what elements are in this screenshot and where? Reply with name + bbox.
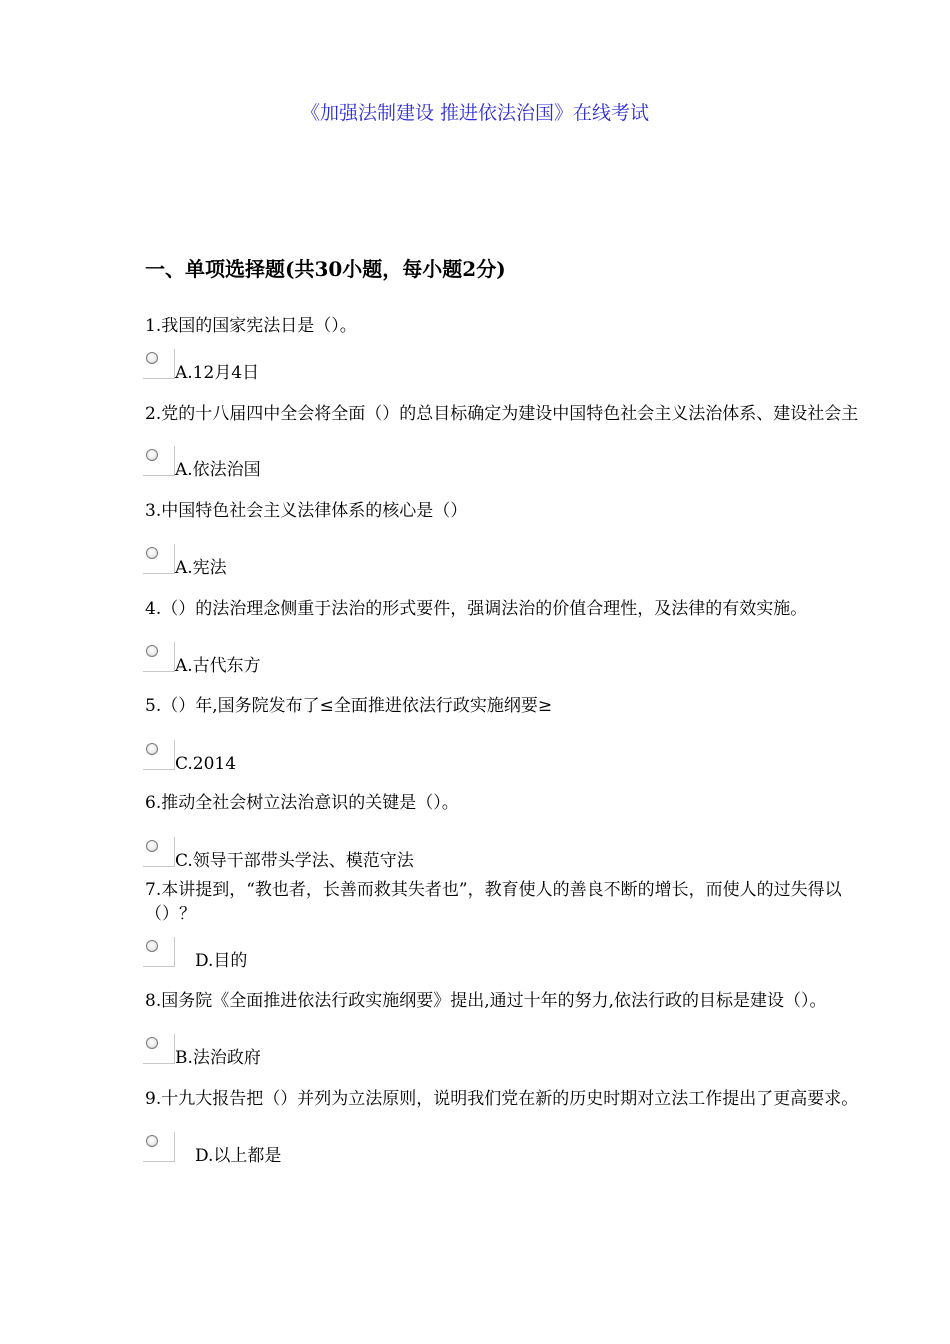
answer-option [143, 937, 543, 971]
answer-option [143, 446, 543, 480]
answer-label: A.古代东方 [175, 656, 261, 676]
answer-option [143, 837, 543, 871]
question-text: 1.我国的国家宪法日是（）。 [145, 316, 357, 336]
question-text: 9.十九大报告把（）并列为立法原则，说明我们党在新的历史时期对立法工作提出了更高要求。 [145, 1089, 859, 1109]
question-text-continued: （）？ [145, 904, 196, 924]
radio-button[interactable] [146, 352, 158, 364]
option-box [143, 837, 175, 867]
answer-label: A.12月4日 [175, 363, 260, 383]
answer-label: A.宪法 [175, 558, 227, 578]
option-box [143, 937, 175, 967]
option-box [143, 349, 175, 379]
answer-label: D.以上都是 [195, 1146, 282, 1166]
section-heading: 一、单项选择题(共30小题，每小题2分) [145, 257, 506, 281]
question-text: 7.本讲提到，“教也者，长善而救其失者也”，教育使人的善良不断的增长，而使人的过失得以 [145, 880, 842, 900]
question-text: 8.国务院《全面推进依法行政实施纲要》提出,通过十年的努力,依法行政的目标是建设（）。 [145, 991, 827, 1011]
option-box [143, 642, 175, 672]
answer-label: C.2014 [175, 754, 237, 774]
answer-label: C.领导干部带头学法、模范守法 [175, 851, 414, 871]
answer-option [143, 1034, 543, 1068]
option-box [143, 544, 175, 574]
radio-button[interactable] [146, 743, 158, 755]
answer-option [143, 544, 543, 578]
answer-label: A.依法治国 [175, 460, 261, 480]
question-text: 6.推动全社会树立法治意识的关键是（）。 [145, 793, 459, 813]
option-box [143, 1132, 175, 1162]
option-box [143, 446, 175, 476]
option-box [143, 740, 175, 770]
answer-option [143, 740, 543, 774]
question-text: 3.中国特色社会主义法律体系的核心是（） [145, 501, 468, 521]
answer-label: D.目的 [195, 951, 248, 971]
answer-label: B.法治政府 [175, 1048, 261, 1068]
radio-button[interactable] [146, 840, 158, 852]
radio-button[interactable] [146, 449, 158, 461]
radio-button[interactable] [146, 547, 158, 559]
radio-button[interactable] [146, 940, 158, 952]
page-title: 《加强法制建设 推进依法治国》在线考试 [300, 102, 650, 124]
question-text: 5.（）年,国务院发布了≤全面推进依法行政实施纲要≥ [145, 696, 553, 716]
question-text: 2.党的十八届四中全会将全面（）的总目标确定为建设中国特色社会主义法治体系、建设社会主 [145, 404, 859, 424]
question-text: 4.（）的法治理念侧重于法治的形式要件，强调法治的价值合理性，及法律的有效实施。 [145, 599, 808, 619]
option-box [143, 1034, 175, 1064]
radio-button[interactable] [146, 1037, 158, 1049]
radio-button[interactable] [146, 1135, 158, 1147]
answer-option [143, 642, 543, 676]
answer-option [143, 349, 543, 383]
answer-option [143, 1132, 543, 1166]
radio-button[interactable] [146, 645, 158, 657]
